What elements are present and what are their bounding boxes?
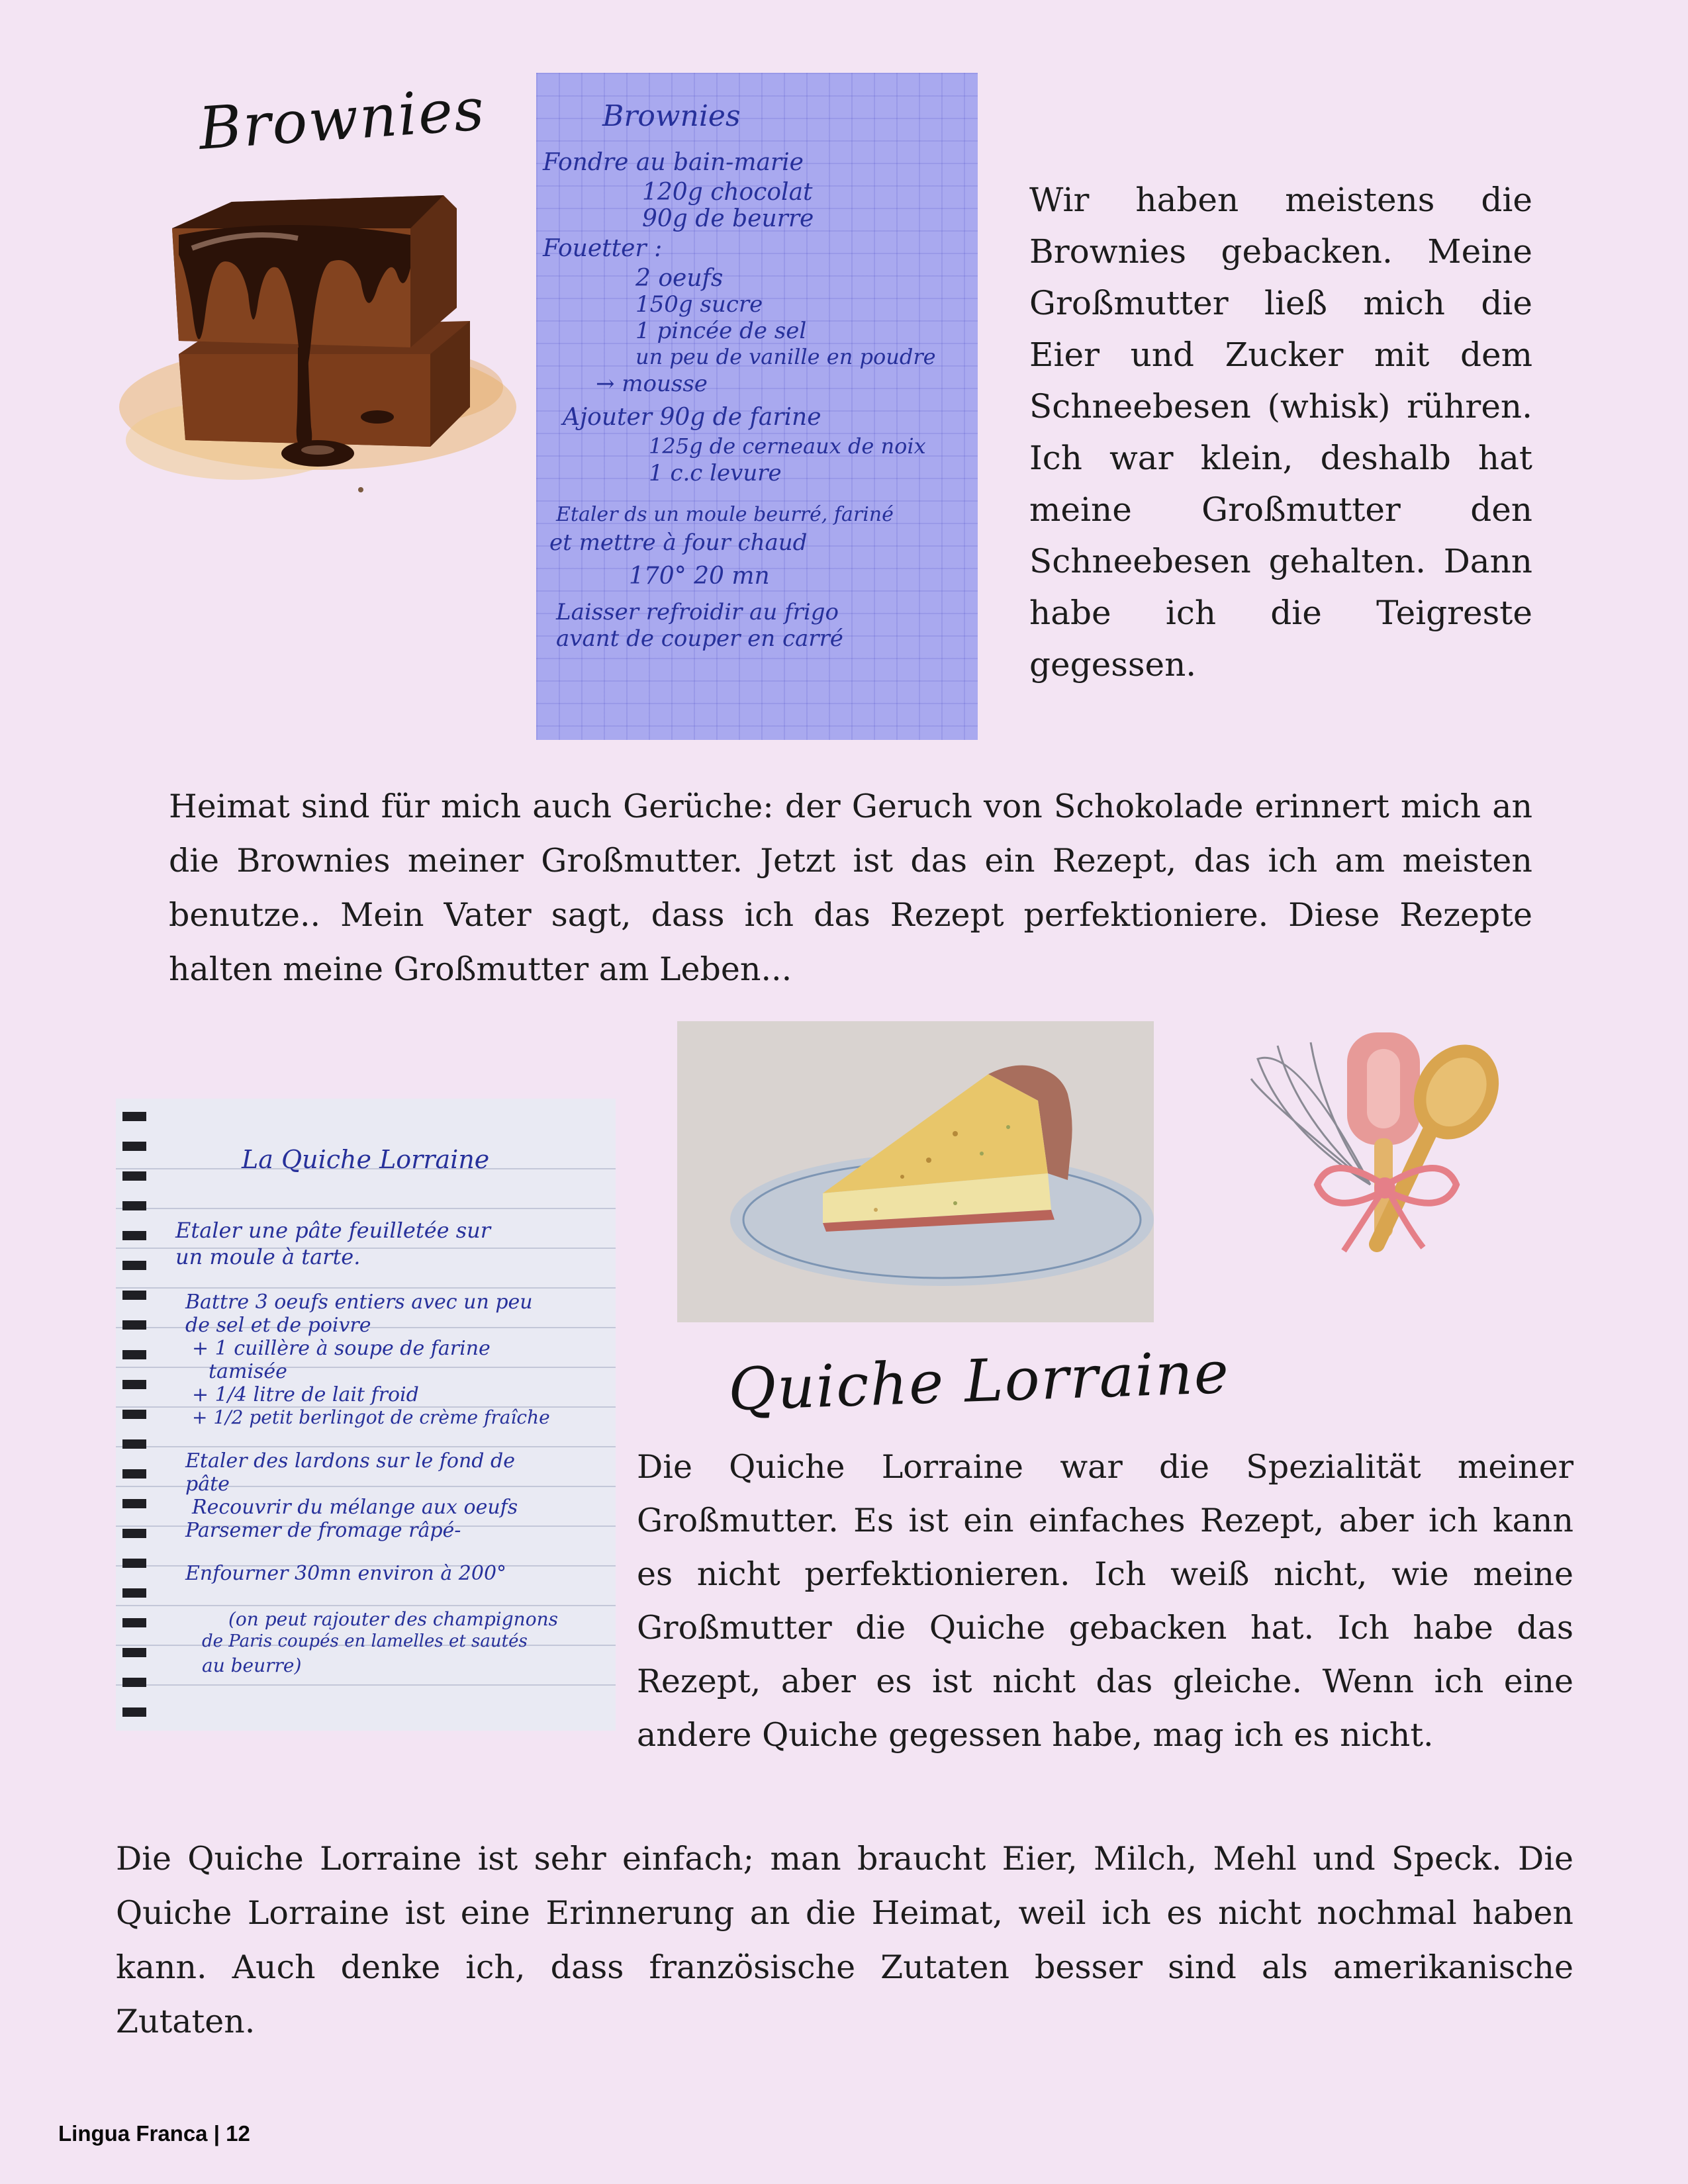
brownies-note-line: 2 oeufs — [635, 265, 724, 292]
brownies-note-line: 120g chocolat — [642, 179, 813, 206]
quiche-side-text: Die Quiche Lorraine war die Spezialität meiner Großmutter. Es ist ein einfaches Rezept, aber ich kann es nicht perfektionieren. Ich weiß nicht, wie meine Großmutter die Quiche gebacken hat. Ich habe das Rezept, aber es ist nicht das gleiche. Wenn ich eine andere Quiche gegessen habe, mag ich es nicht. — [637, 1448, 1573, 1754]
brownies-note-line: 125g de cerneaux de noix — [649, 433, 926, 459]
quiche-note-line: + 1 cuillère à soupe de farine — [192, 1337, 491, 1360]
spiral-binding — [116, 1099, 149, 1731]
brownies-note-line: 150g sucre — [635, 291, 763, 318]
quiche-note-line: + 1/2 petit berlingot de crème fraîche — [192, 1406, 550, 1428]
brownies-recipe-photo — [536, 73, 978, 740]
whisk-spatula-spoon-icon — [1244, 1019, 1523, 1284]
brownies-note-line: Fondre au bain-marie — [543, 149, 804, 176]
brownies-note-line: → mousse — [596, 371, 708, 397]
brownies-note-line: Laisser refroidir au frigo — [556, 599, 839, 625]
quiche-note-line: Recouvrir du mélange aux oeufs — [192, 1496, 518, 1519]
brownies-note-line: Ajouter 90g de farine — [563, 404, 821, 431]
brownies-note-line: 1 c.c levure — [649, 460, 782, 486]
brownies-note-line: avant de couper en carré — [556, 625, 843, 652]
quiche-note-line: pâte — [185, 1473, 230, 1496]
brownie-stack-icon — [99, 189, 523, 500]
quiche-slice-drawing — [677, 1021, 1154, 1322]
quiche-note-line: au beurre) — [202, 1655, 302, 1676]
brownies-note-line: 1 pincée de sel — [635, 318, 807, 344]
quiche-note-line: Enfourner 30mn environ à 200° — [185, 1562, 507, 1585]
brownies-note-line: Etaler ds un moule beurré, fariné — [556, 503, 894, 526]
brownies-note-heading: Brownies — [602, 99, 741, 133]
quiche-note-line: de sel et de poivre — [185, 1314, 371, 1337]
quiche-title: Quiche Lorraine — [727, 1338, 1231, 1424]
quiche-note-line: un moule à tarte. — [175, 1244, 361, 1269]
quiche-note-line: tamisée — [209, 1360, 287, 1383]
brownies-note-line: 170° 20 mn — [629, 563, 770, 590]
brownies-note-line: 90g de beurre — [642, 205, 814, 232]
quiche-note-line: Etaler des lardons sur le fond de — [185, 1449, 515, 1473]
brownies-note-line: un peu de vanille en poudre — [635, 344, 936, 369]
quiche-note-line: Parsemer de fromage râpé- — [185, 1519, 461, 1542]
quiche-note-heading: La Quiche Lorraine — [242, 1145, 490, 1174]
brownies-paragraph: Heimat sind für mich auch Gerüche: der Geruch von Schokolade erinnert mich an die Brownies meiner Großmutter. Jetzt ist das ein Rezept, das ich am meisten benutze.. Mein Vater sagt, dass ich das Rezept perfektioniere. Diese Rezepte halten meine Großmutter am Leben... — [169, 788, 1532, 988]
quiche-note-line: Battre 3 oeufs entiers avec un peu — [185, 1291, 533, 1314]
quiche-paragraph: Die Quiche Lorraine ist sehr einfach; man braucht Eier, Milch, Mehl und Speck. Die Quiche Lorraine ist eine Erinnerung an die Heimat, weil ich es nicht nochmal haben kann. Auch denke ich, dass französische Zutaten besser sind als amerikanische Zutaten. — [116, 1840, 1573, 2040]
quiche-note-line: (on peut rajouter des champignons — [228, 1608, 558, 1630]
brownies-note-line: et mettre à four chaud — [549, 529, 808, 556]
quiche-recipe-photo — [116, 1099, 616, 1731]
quiche-note-line: Etaler une pâte feuilletée sur — [175, 1218, 491, 1243]
page-footer: Lingua Franca | 12 — [58, 2121, 250, 2146]
brownies-side-text: Wir haben meistens die Brownies gebacken. Meine Großmutter ließ mich die Eier und Zucker mit dem Schneebesen (whisk) rühren. Ich war klein, deshalb hat meine Großmutter den Schneebesen gehalten. Dann habe ich die Teigreste gegessen. — [1029, 181, 1532, 684]
quiche-note-line: de Paris coupés en lamelles et sautés — [202, 1631, 528, 1651]
quiche-note-line: + 1/4 litre de lait froid — [192, 1383, 419, 1406]
brownies-title: Brownies — [196, 75, 488, 163]
brownies-note-line: Fouetter : — [543, 235, 663, 262]
